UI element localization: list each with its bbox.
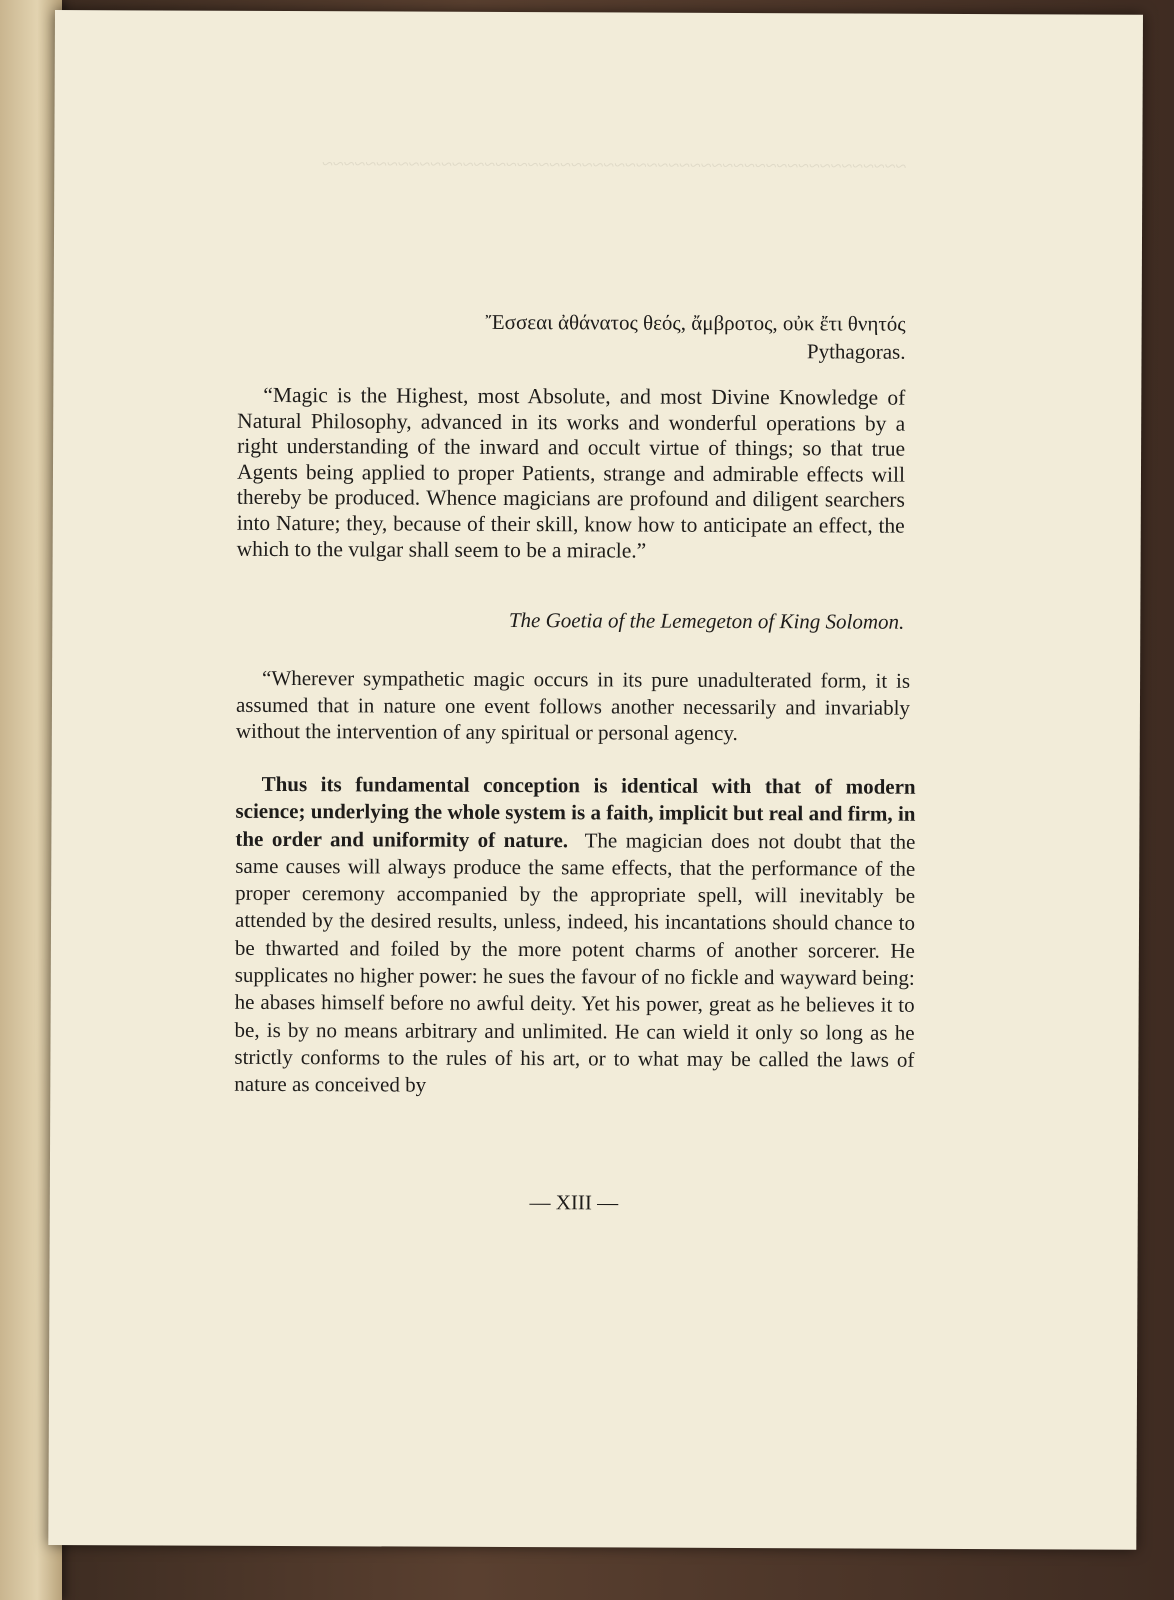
epigraph-attribution: Pythagoras. <box>806 339 906 364</box>
frazer-quote: “Wherever sympathetic magic occurs in its pure unadulterated form, it is assumed that in nature one event follows another necessarily and invariably without the intervention of any spiritual or personal agency. <box>235 665 911 745</box>
frazer-paragraph <box>234 771 915 1102</box>
goetia-quote: “Magic is the Highest, most Absolute, and most Divine Knowledge of Natural Philosophy, advanced in its works and wonderful operations by a right understanding of the inward and occult virtue of things; so that true Agents being applied to proper Patients, strange and admirable effects will thereby be produced. Whence magicians are profound and diligent searchers into Nature; they, because of their skill, know how to anticipate an effect, the which to the vulgar shall seem to be a miracle.” <box>236 382 906 563</box>
greek-epigraph: Ἔσσεαι ἀθάνατος θεός, ἄμβροτος, οὐκ ἔτι θνητός <box>485 309 906 336</box>
show-through-text: ~~~~~~~~~~~~~~~~~~~~~~~~~~~~~~~~~~~~~~~~~~~~~~~~~~~~~~ <box>321 153 907 178</box>
goetia-attribution: The Goetia of the Lemegeton of King Solomon. <box>508 607 905 634</box>
page-number: — XIII — <box>529 1190 619 1215</box>
paragraph-continuation: The magician does not doubt that the same causes will always produce the same effects, that the performance of the proper ceremony accompanied by the appropriate spell, will inevitably be attended by the desired results, unless, indeed, his incantations should chance to be thwarted and foiled by the more potent charms of another sorcerer. He supplicates no higher power: he sues the favour of no fickle and wayward being: he abases himself before no awful deity. Yet his power, great as he believes it to be, is by no means arbitrary and unlimited. He can wield it only so long as he strictly conforms to the rules of his art, or to what may be called the laws of nature as conceived by <box>234 827 916 1097</box>
bold-passage: Thus its fundamental conception is identical with that of modern science; underlying the whole system is a faith, implicit but real and firm, in the order and uniformity of nature. <box>235 771 916 852</box>
book-page <box>48 10 1143 1550</box>
